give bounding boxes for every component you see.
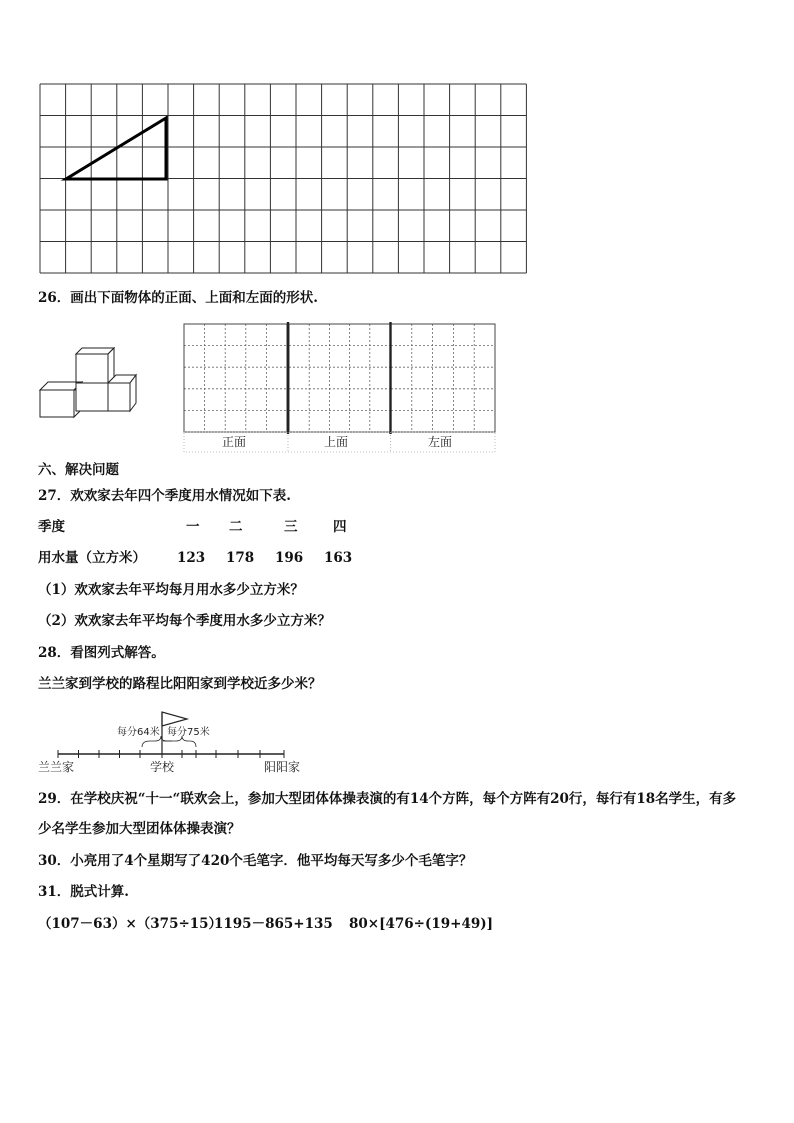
- table-row2-label: 用水量（立方米）: [38, 550, 146, 566]
- q28-title: 28．看图列式解答。: [38, 645, 165, 661]
- quarter-4: 四: [333, 519, 347, 535]
- q31-expr-1: （107－63）×（375÷15）: [38, 916, 223, 932]
- q28-question: 兰兰家到学校的路程比阳阳家到学校近多少米？: [38, 676, 322, 692]
- q27-title: 27．欢欢家去年四个季度用水情况如下表.: [38, 488, 291, 504]
- q26-title: 26．画出下面物体的正面、上面和左面的形状.: [38, 290, 318, 306]
- q31-expr-2: 1195－865+135: [214, 916, 333, 932]
- q30-text: 30．小亮用了4个星期写了420个毛笔字．他平均每天写多少个毛笔字？: [38, 853, 473, 869]
- q27-sub2: （2）欢欢家去年平均每个季度用水多少立方米？: [38, 613, 331, 629]
- table-row1-label: 季度: [38, 519, 65, 535]
- quarter-2: 二: [229, 519, 243, 535]
- label-speed-left: 每分64米: [117, 727, 160, 738]
- quarter-3: 三: [284, 519, 298, 535]
- quarter-1: 一: [186, 519, 200, 535]
- value-4: 163: [324, 550, 353, 566]
- q31-title: 31．脱式计算.: [38, 884, 129, 900]
- q31-expr-3: 80×[476÷(19+49)]: [349, 916, 494, 932]
- label-top: 上面: [324, 435, 349, 449]
- value-3: 196: [275, 550, 304, 566]
- q29-line2: 少名学生参加大型团体体操表演？: [38, 821, 241, 837]
- label-left: 左面: [428, 435, 453, 449]
- value-1: 123: [177, 550, 206, 566]
- q29-line1: 29．在学校庆祝“十一“联欢会上，参加大型团体体操表演的有14个方阵，每个方阵有20行，每行有18名学生，有多: [38, 791, 737, 807]
- place-yangyang: 阳阳家: [264, 760, 301, 774]
- q27-sub1: （1）欢欢家去年平均每月用水多少立方米？: [38, 582, 304, 598]
- label-front: 正面: [222, 435, 247, 449]
- section-title: 六、解决问题: [38, 462, 119, 478]
- place-school: 学校: [150, 760, 175, 774]
- label-speed-right: 每分75米: [167, 727, 210, 738]
- value-2: 178: [226, 550, 255, 566]
- place-lanlan: 兰兰家: [38, 760, 75, 774]
